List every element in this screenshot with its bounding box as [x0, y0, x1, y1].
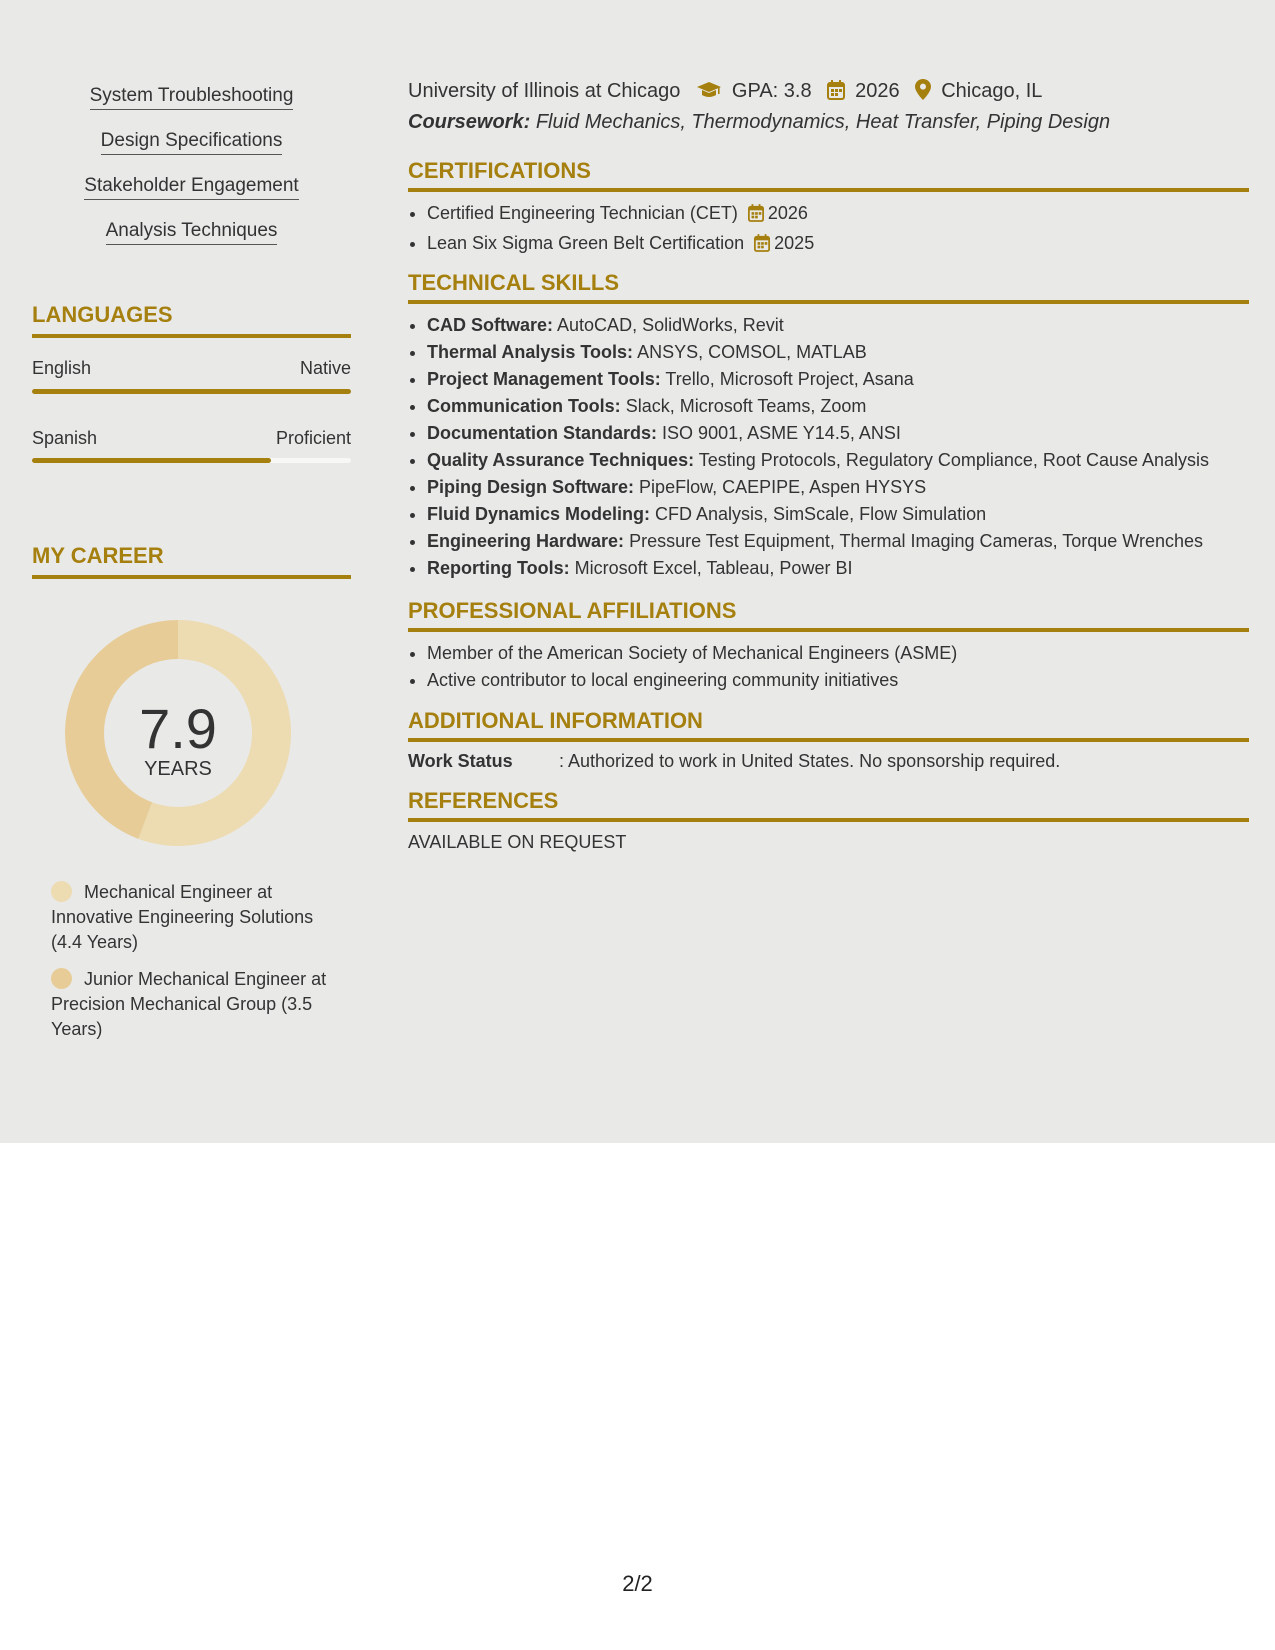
language-bar-english	[32, 389, 351, 394]
certification-item	[427, 230, 1249, 260]
map-pin-icon	[915, 79, 931, 107]
technical-skill-item	[427, 393, 1249, 420]
skill-values: ISO 9001, ASME Y14.5, ANSI	[662, 423, 901, 443]
affiliations-section	[408, 598, 1249, 694]
technical-skill-item	[427, 474, 1249, 501]
school-name: University of Illinois at Chicago	[408, 80, 681, 102]
education-line	[408, 78, 1042, 107]
technical-skill-item	[427, 312, 1249, 339]
skill-values: CFD Analysis, SimScale, Flow Simulation	[655, 504, 987, 524]
references-text: AVAILABLE ON REQUEST	[408, 832, 627, 852]
certifications-list	[408, 200, 1249, 260]
career-total-value: 7.9	[139, 697, 217, 760]
legend-dot	[51, 881, 72, 902]
languages-heading: LANGUAGES	[32, 302, 351, 338]
career-heading: MY CAREER	[32, 543, 351, 579]
skill-item: Design Specifications	[101, 129, 283, 155]
technical-skill-item	[427, 501, 1249, 528]
skill-values: Pressure Test Equipment, Thermal Imaging Cameras, Torque Wrenches	[629, 531, 1203, 551]
work-status-value: : Authorized to work in United States. No sponsorship required.	[559, 751, 1061, 771]
skill-category: Thermal Analysis Tools:	[427, 342, 634, 362]
language-bar-fill	[32, 389, 351, 394]
additional-info-heading: ADDITIONAL INFORMATION	[408, 708, 1249, 742]
technical-skills-list	[408, 312, 1249, 582]
technical-skill-item	[427, 420, 1249, 447]
affiliations-list	[408, 640, 1249, 694]
language-level: Native	[299, 358, 351, 378]
certification-name: Certified Engineering Technician (CET)	[427, 203, 738, 223]
technical-skill-item	[427, 447, 1249, 474]
certification-year: 2026	[767, 203, 808, 223]
skill-item: System Troubleshooting	[90, 84, 294, 110]
skill-values: Microsoft Excel, Tableau, Power BI	[574, 558, 853, 578]
coursework-label: Coursework:	[408, 111, 531, 133]
skill-values: ANSYS, COMSOL, MATLAB	[637, 342, 867, 362]
skill-category: Fluid Dynamics Modeling:	[427, 504, 651, 524]
skill-category: Engineering Hardware:	[427, 531, 625, 551]
legend-text: Mechanical Engineer at Innovative Engineering Solutions (4.4 Years)	[51, 882, 314, 952]
skill-values: PipeFlow, CAEPIPE, Aspen HYSYS	[639, 477, 927, 497]
work-status-row	[408, 748, 1249, 774]
affiliations-heading: PROFESSIONAL AFFILIATIONS	[408, 598, 1249, 632]
skill-item: Analysis Techniques	[106, 219, 278, 245]
graduation-cap-icon	[696, 80, 722, 107]
certification-item	[427, 200, 1249, 230]
gpa: GPA: 3.8	[731, 80, 812, 102]
skill-category: Piping Design Software:	[427, 477, 635, 497]
skill-values: Trello, Microsoft Project, Asana	[665, 369, 914, 389]
skill-category: Reporting Tools:	[427, 558, 570, 578]
certification-name: Lean Six Sigma Green Belt Certification	[427, 233, 745, 253]
career-legend-item	[51, 880, 341, 955]
technical-skill-item	[427, 339, 1249, 366]
graduation-year: 2026	[855, 80, 900, 102]
affiliation-item: • Member of the American Society of Mechanical Engineers (ASME)	[427, 640, 1249, 667]
technical-skill-item	[427, 366, 1249, 393]
additional-info-section	[408, 708, 1249, 774]
skills-list	[32, 84, 351, 264]
language-bar-spanish	[32, 458, 351, 463]
technical-skills-heading: TECHNICAL SKILLS	[408, 270, 1249, 304]
legend-text: Junior Mechanical Engineer at Precision Mechanical Group (3.5 Years)	[51, 969, 327, 1039]
references-heading: REFERENCES	[408, 788, 1249, 822]
skill-category: CAD Software:	[427, 315, 554, 335]
coursework-line	[408, 109, 1110, 135]
skill-category: Quality Assurance Techniques:	[427, 450, 695, 470]
work-status-label: Work Status	[408, 751, 513, 771]
skill-category: Communication Tools:	[427, 396, 621, 416]
career-legend-item	[51, 967, 341, 1042]
page-number: 2/2	[622, 1571, 653, 1596]
calendar-icon	[754, 233, 770, 260]
references-section	[408, 788, 1249, 853]
legend-dot	[51, 968, 72, 989]
coursework-text: Fluid Mechanics, Thermodynamics, Heat Transfer, Piping Design	[535, 111, 1111, 133]
certifications-section	[408, 158, 1249, 260]
skill-item: Stakeholder Engagement	[84, 174, 298, 200]
skill-values: AutoCAD, SolidWorks, Revit	[557, 315, 784, 335]
calendar-icon	[748, 203, 764, 230]
skill-category: Documentation Standards:	[427, 423, 658, 443]
career-total-unit: YEARS	[144, 758, 212, 780]
certifications-heading: CERTIFICATIONS	[408, 158, 1249, 192]
skill-values: Slack, Microsoft Teams, Zoom	[625, 396, 867, 416]
calendar-icon	[827, 80, 845, 107]
certification-year: 2025	[774, 233, 815, 253]
skill-category: Project Management Tools:	[427, 369, 661, 389]
skill-values: Testing Protocols, Regulatory Compliance, Root Cause Analysis	[698, 450, 1210, 470]
language-bar-fill	[32, 458, 271, 463]
language-name: English	[32, 358, 92, 378]
career-donut-chart	[65, 620, 291, 846]
technical-skill-item	[427, 555, 1249, 582]
affiliation-item: • Active contributor to local engineering community initiatives	[427, 667, 1249, 694]
language-level: Proficient	[275, 428, 351, 448]
technical-skill-item	[427, 528, 1249, 555]
location: Chicago, IL	[941, 80, 1043, 102]
language-name: Spanish	[32, 428, 98, 448]
technical-skills-section	[408, 270, 1249, 582]
